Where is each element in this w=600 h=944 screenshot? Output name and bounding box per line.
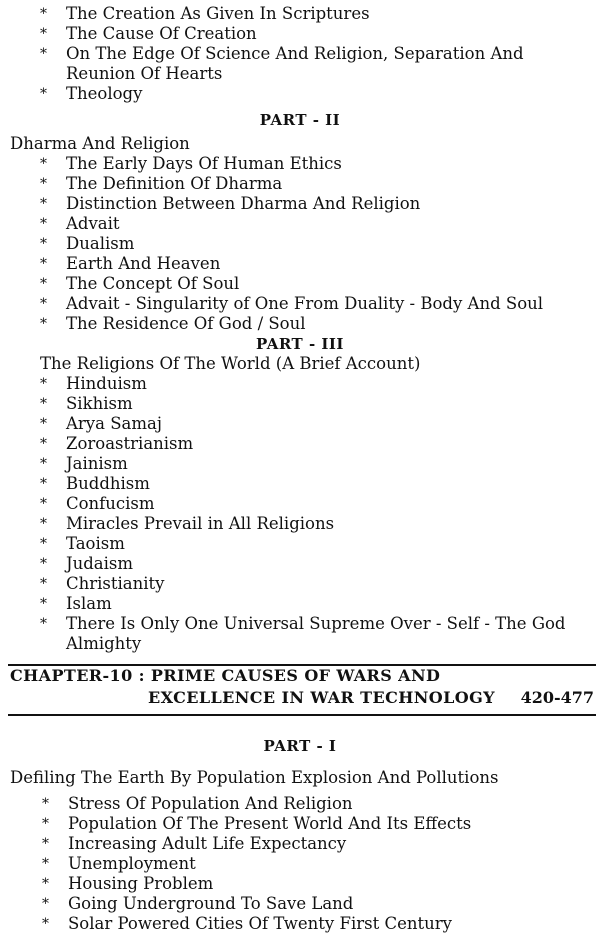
bullet-star: * — [40, 436, 47, 452]
bullet-star: * — [40, 46, 47, 62]
bullet-star: * — [40, 176, 47, 192]
list-item — [0, 434, 600, 454]
list-item-text: Christianity — [66, 574, 165, 593]
list-item-text: There Is Only One Universal Supreme Over - Self - The God Almighty — [66, 614, 566, 653]
list-item — [0, 574, 600, 594]
list-item — [0, 894, 600, 914]
chapter-10-title-line2: EXCELLENCE IN WAR TECHNOLOGY — [148, 688, 495, 707]
bullet-star: * — [40, 416, 47, 432]
bullet-star: * — [42, 876, 49, 892]
bullet-star: * — [42, 916, 49, 932]
part-iii-heading: PART - III — [256, 335, 344, 353]
list-item — [0, 474, 600, 494]
part-i-title: Defiling The Earth By Population Explosion And Pollutions — [10, 768, 499, 787]
bullet-list-part-iii — [0, 374, 600, 654]
list-item — [0, 234, 600, 254]
list-item-text: Judaism — [66, 554, 134, 573]
bullet-star: * — [40, 596, 47, 612]
bullet-star: * — [40, 496, 47, 512]
list-item-text: Sikhism — [66, 394, 133, 413]
list-item-text: Increasing Adult Life Expectancy — [68, 834, 347, 853]
chapter-10-page-range: 420-477 — [520, 688, 594, 707]
bullet-star: * — [40, 216, 47, 232]
chapter-rule-bottom — [8, 714, 596, 716]
bullet-star: * — [42, 896, 49, 912]
bullet-star: * — [40, 236, 47, 252]
bullet-star: * — [40, 396, 47, 412]
list-item — [0, 514, 600, 534]
bullet-star: * — [42, 856, 49, 872]
list-item-text: The Cause Of Creation — [66, 24, 257, 43]
list-item-text: Distinction Between Dharma And Religion — [66, 194, 421, 213]
list-item-text: Going Underground To Save Land — [68, 894, 354, 913]
list-item — [0, 494, 600, 514]
list-item-text: Dualism — [66, 234, 135, 253]
part-ii-title: Dharma And Religion — [10, 134, 190, 153]
list-item — [0, 414, 600, 434]
bullet-star: * — [42, 836, 49, 852]
list-item-text: Taoism — [66, 534, 125, 553]
list-item-text: Stress Of Population And Religion — [68, 794, 353, 813]
list-item — [0, 614, 600, 654]
list-item — [0, 374, 600, 394]
list-item-text: Confucism — [66, 494, 155, 513]
list-item-text: Islam — [66, 594, 112, 613]
list-item-text: Advait — [66, 214, 120, 233]
list-item — [0, 534, 600, 554]
bullet-star: * — [40, 476, 47, 492]
list-item-text: Population Of The Present World And Its Effects — [68, 814, 472, 833]
part-i-heading: PART - I — [263, 737, 337, 755]
list-item — [0, 854, 600, 874]
list-item-text: Buddhism — [66, 474, 150, 493]
list-item — [0, 554, 600, 574]
list-item — [0, 294, 600, 314]
bullet-star: * — [40, 6, 47, 22]
bullet-star: * — [40, 376, 47, 392]
bullet-star: * — [40, 296, 47, 312]
bullet-star: * — [40, 256, 47, 272]
list-item-text: On The Edge Of Science And Religion, Separation And Reunion Of Hearts — [66, 44, 524, 83]
list-item — [0, 914, 600, 934]
part-iii-title: The Religions Of The World (A Brief Account) — [40, 354, 421, 373]
part-ii-heading: PART - II — [259, 111, 341, 129]
bullet-star: * — [40, 276, 47, 292]
list-item — [0, 814, 600, 834]
list-item — [0, 174, 600, 194]
list-item-text: Earth And Heaven — [66, 254, 221, 273]
list-item-text: Jainism — [66, 454, 128, 473]
list-item — [0, 24, 600, 44]
list-item-text: Solar Powered Cities Of Twenty First Century — [68, 914, 452, 933]
list-item — [0, 194, 600, 214]
list-item-text: The Definition Of Dharma — [66, 174, 283, 193]
chapter-10-title-line1: CHAPTER-10 : PRIME CAUSES OF WARS AND — [10, 666, 441, 685]
list-item — [0, 254, 600, 274]
list-item — [0, 394, 600, 414]
list-item-text: Arya Samaj — [66, 414, 162, 433]
list-item-text: The Residence Of God / Soul — [66, 314, 306, 333]
bullet-star: * — [40, 516, 47, 532]
bullet-star: * — [40, 26, 47, 42]
list-item-text: Hinduism — [66, 374, 147, 393]
list-item — [0, 794, 600, 814]
list-item-text: The Concept Of Soul — [66, 274, 240, 293]
bullet-star: * — [40, 616, 47, 632]
list-item — [0, 4, 600, 24]
bullet-star: * — [40, 86, 47, 102]
list-item-text: The Creation As Given In Scriptures — [66, 4, 370, 23]
list-item-text: Miracles Prevail in All Religions — [66, 514, 335, 533]
bullet-star: * — [40, 196, 47, 212]
list-item — [0, 874, 600, 894]
list-item — [0, 274, 600, 294]
list-item-text: Unemployment — [68, 854, 196, 873]
list-item — [0, 454, 600, 474]
list-item — [0, 154, 600, 174]
list-item-text: Zoroastrianism — [66, 434, 194, 453]
bullet-star: * — [40, 156, 47, 172]
chapter-10-heading — [0, 666, 600, 716]
list-item — [0, 84, 600, 104]
list-item — [0, 834, 600, 854]
list-item — [0, 214, 600, 234]
bullet-star: * — [40, 556, 47, 572]
list-item — [0, 314, 600, 334]
list-item — [0, 594, 600, 614]
list-item-text: The Early Days Of Human Ethics — [66, 154, 342, 173]
bullet-list-part-i — [0, 794, 600, 934]
bullet-star: * — [42, 816, 49, 832]
bullet-star: * — [40, 456, 47, 472]
bullet-star: * — [40, 576, 47, 592]
list-item-text: Theology — [66, 84, 143, 103]
bullet-star: * — [40, 316, 47, 332]
bullet-list-part-ii — [0, 154, 600, 334]
list-item — [0, 44, 600, 84]
bullet-list-top — [0, 4, 600, 104]
bullet-star: * — [40, 536, 47, 552]
list-item-text: Advait - Singularity of One From Duality - Body And Soul — [66, 294, 544, 313]
list-item-text: Housing Problem — [68, 874, 214, 893]
bullet-star: * — [42, 796, 49, 812]
